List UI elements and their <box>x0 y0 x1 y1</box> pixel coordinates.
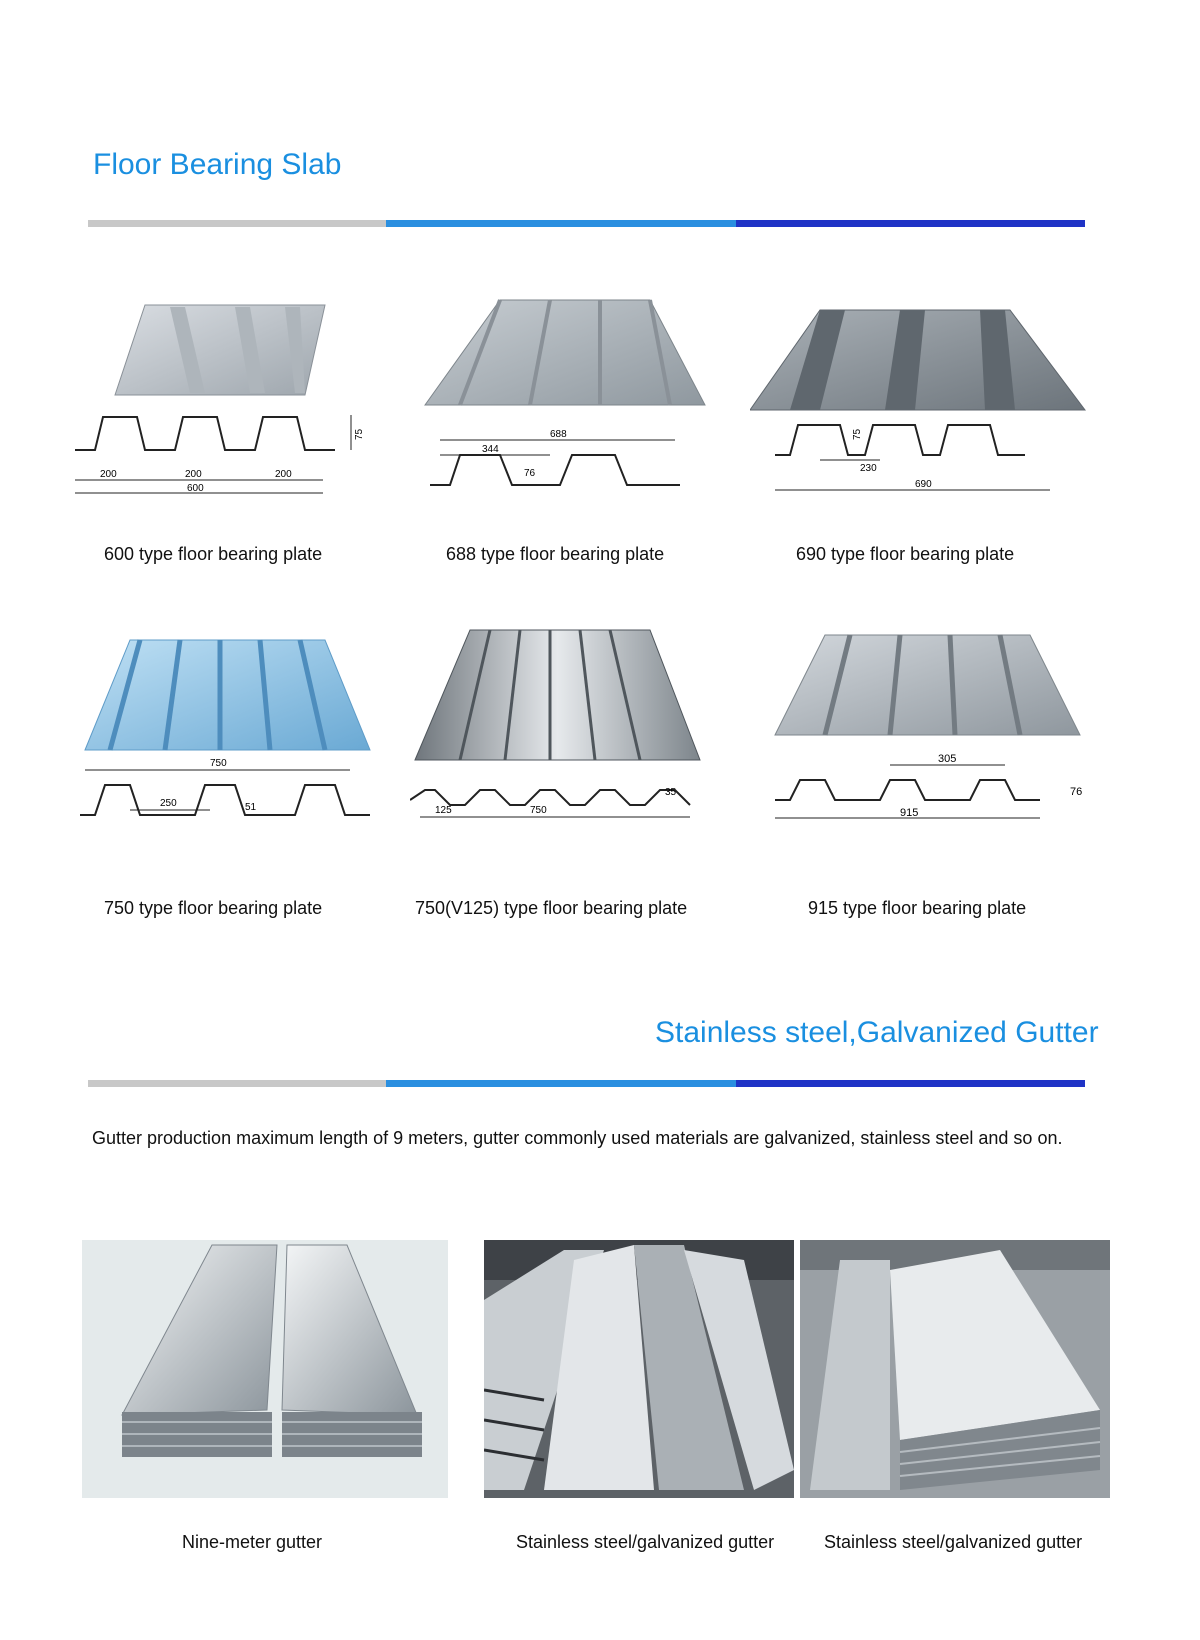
caption-750-v125-type: 750(V125) type floor bearing plate <box>415 898 688 918</box>
dim-label: 75 <box>852 428 863 440</box>
gutter-photo-stainless-2 <box>800 1240 1110 1498</box>
dim-label: 35 <box>665 787 677 798</box>
dim-label: 230 <box>860 463 877 474</box>
dim-label: 915 <box>900 807 919 819</box>
dim-label: 690 <box>915 479 932 490</box>
dim-label: 600 <box>187 483 204 494</box>
dim-label: 200 <box>100 469 117 480</box>
dim-label: 250 <box>160 798 177 809</box>
gutter-photo-nine-meter <box>82 1240 448 1498</box>
dim-label: 125 <box>435 805 452 816</box>
caption-nine-meter-gutter: Nine-meter gutter <box>182 1532 323 1552</box>
floor-plate-750-v125-image <box>410 625 710 825</box>
caption-915-type: 915 type floor bearing plate <box>808 898 1027 918</box>
dim-label: 75 <box>354 428 365 440</box>
dim-label: 200 <box>275 469 292 480</box>
caption-stainless-gutter-1: Stainless steel/galvanized gutter <box>516 1532 775 1552</box>
floor-plate-688-image <box>420 295 710 505</box>
caption-stainless-gutter-2: Stainless steel/galvanized gutter <box>824 1532 1083 1552</box>
dim-label: 750 <box>210 758 227 769</box>
gutter-photo-stainless-1 <box>484 1240 794 1498</box>
section-divider <box>88 1080 1085 1087</box>
caption-750-type: 750 type floor bearing plate <box>104 898 323 918</box>
caption-688-type: 688 type floor bearing plate <box>446 544 665 564</box>
section-title-floor-bearing-slab: Floor Bearing Slab <box>93 148 342 181</box>
dim-label: 76 <box>1070 786 1083 798</box>
gutter-description: Gutter production maximum length of 9 meters, gutter commonly used materials are galvanized, stainless steel and so on. <box>92 1128 1063 1148</box>
floor-plate-750-image <box>80 635 380 835</box>
dim-label: 344 <box>482 444 499 455</box>
floor-plate-690-image <box>750 305 1090 505</box>
section-divider <box>88 220 1085 227</box>
floor-plate-600-image <box>75 295 385 505</box>
dim-label: 305 <box>938 753 957 765</box>
dim-label: 750 <box>530 805 547 816</box>
dim-label: 688 <box>550 429 567 440</box>
dim-label: 76 <box>524 468 536 479</box>
caption-600-type: 600 type floor bearing plate <box>104 544 323 564</box>
caption-690-type: 690 type floor bearing plate <box>796 544 1015 564</box>
section-title-gutter: Stainless steel,Galvanized Gutter <box>655 1016 1099 1049</box>
dim-label: 200 <box>185 469 202 480</box>
floor-plate-915-image <box>770 630 1100 830</box>
dim-label: 51 <box>245 802 257 813</box>
